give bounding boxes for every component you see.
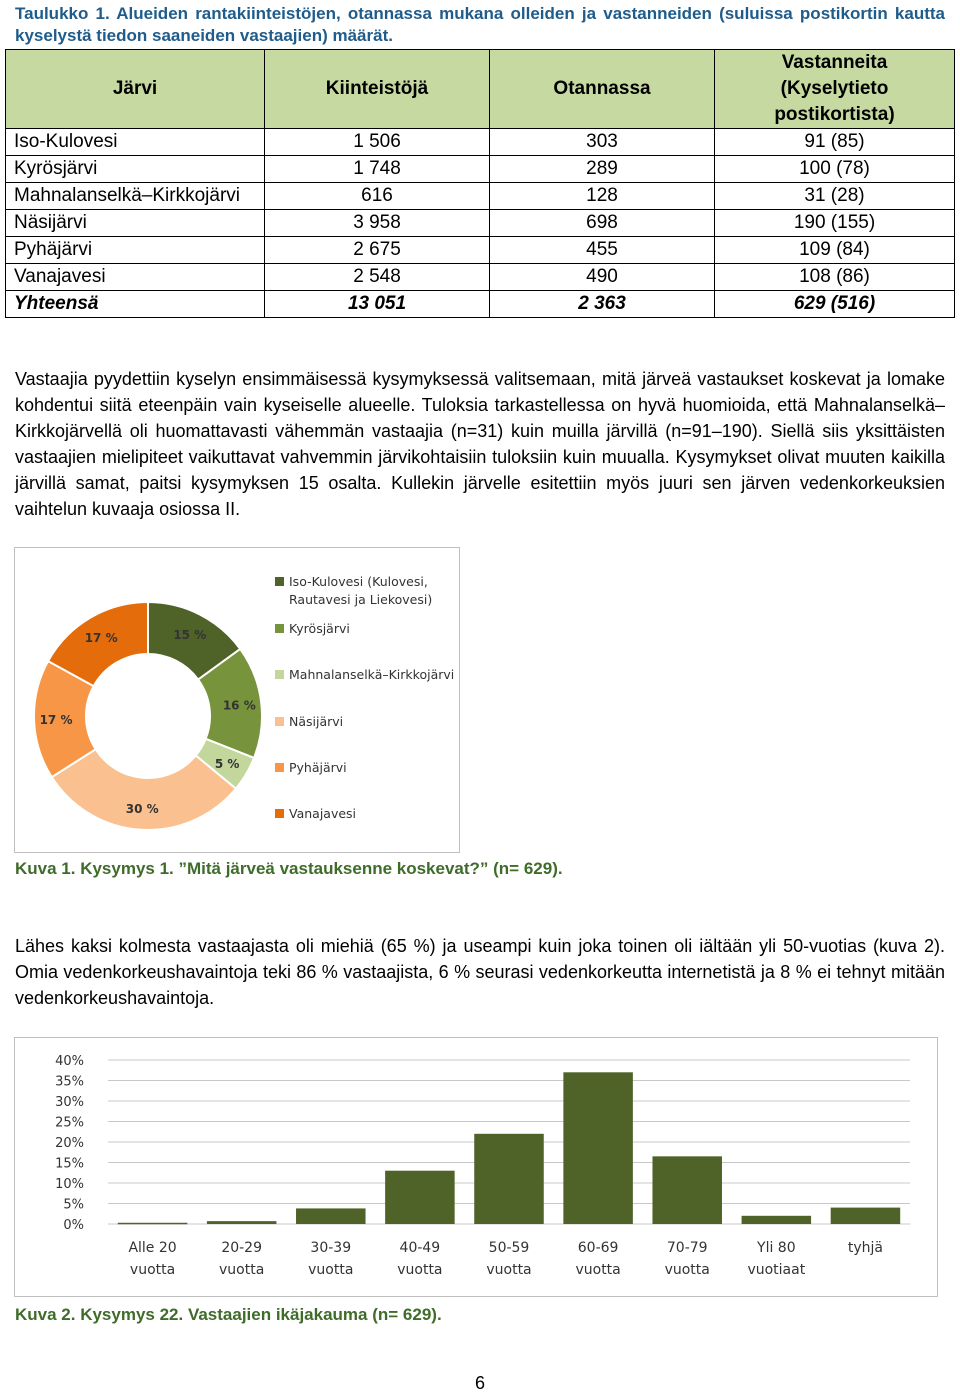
table-cell: 616 bbox=[265, 183, 490, 210]
pie-data-label: 17 % bbox=[39, 712, 73, 727]
legend-swatch bbox=[275, 624, 284, 633]
y-tick-label: 35% bbox=[55, 1074, 84, 1090]
bar bbox=[563, 1072, 633, 1224]
x-tick-label: 30-39 bbox=[310, 1240, 352, 1256]
x-tick-label: vuotta bbox=[308, 1262, 354, 1278]
legend-swatch bbox=[275, 717, 284, 726]
bar bbox=[742, 1216, 812, 1224]
legend-label: Rautavesi ja Liekovesi) bbox=[289, 592, 433, 607]
table-cell: 190 (155) bbox=[715, 210, 955, 237]
table-cell: Vanajavesi bbox=[6, 264, 265, 291]
x-tick-label: Alle 20 bbox=[128, 1240, 177, 1256]
table-cell: 100 (78) bbox=[715, 156, 955, 183]
y-tick-label: 40% bbox=[55, 1054, 84, 1069]
x-tick-label: 60-69 bbox=[577, 1240, 619, 1256]
legend-swatch bbox=[275, 763, 284, 772]
data-table bbox=[5, 49, 955, 318]
legend-label: Vanajavesi bbox=[289, 806, 357, 821]
bar bbox=[296, 1208, 366, 1224]
x-tick-label: vuotta bbox=[397, 1262, 443, 1278]
bar bbox=[831, 1208, 901, 1224]
y-tick-label: 5% bbox=[63, 1197, 84, 1213]
legend-label: Mahnalanselkä–Kirkkojärvi bbox=[289, 667, 455, 682]
table-caption: Taulukko 1. Alueiden rantakiinteistöjen, otannassa mukana olleiden ja vastanneiden (suluissa postikortin kautta kyselystä tiedon saaneiden vastaajien) määrät. bbox=[15, 4, 945, 45]
table-cell: Näsijärvi bbox=[6, 210, 265, 237]
table-body bbox=[6, 129, 955, 318]
y-tick-label: 15% bbox=[55, 1156, 84, 1172]
table-cell: 2 548 bbox=[265, 264, 490, 291]
legend-swatch bbox=[275, 809, 284, 818]
x-tick-label: 50-59 bbox=[488, 1240, 530, 1256]
table-cell: 91 (85) bbox=[715, 129, 955, 156]
table-cell: 128 bbox=[490, 183, 715, 210]
table-total-row bbox=[6, 291, 955, 318]
header-cell-text: Vastanneita (Kyselytieto postikortista) bbox=[774, 52, 895, 125]
table-cell: 303 bbox=[490, 129, 715, 156]
table-cell: 698 bbox=[490, 210, 715, 237]
bar bbox=[118, 1223, 188, 1225]
paragraph: Vastaajia pyydettiin kyselyn ensimmäisessä kysymyksessä valitsemaan, mitä järveä vastaukset koskevat ja lomake kohdentui siitä eteenpäin vain kyseiselle alueelle. Tuloksia tarkastellessa on hyvä huomioida, että Mahnalanselkä–Kirkkojärvellä oli huomattavasti vähemmän vastaajia (n=31) kuin muilla järvillä (n=91–190). Siellä siis yksittäisten vastaajien mielipiteet vaikuttavat vahvemmin järvikohtaisiin tuloksiin kuin muualla. Kysymykset olivat muuten kaikilla järvillä samat, paitsi kysymyksen 15 osalta. Kullekin järvelle esitettiin myös juuri sen järven vedenkorkeuksien vaihtelun kuvaaja osiossa II. bbox=[15, 369, 945, 519]
x-tick-label: vuotta bbox=[129, 1262, 176, 1278]
table-cell: 2 675 bbox=[265, 237, 490, 264]
x-tick-label: vuotta bbox=[486, 1262, 532, 1278]
table-row bbox=[6, 183, 955, 210]
table-cell: 289 bbox=[490, 156, 715, 183]
figure-caption: Kuva 1. Kysymys 1. ”Mitä järveä vastauksenne koskevat?” (n= 629). bbox=[15, 859, 563, 878]
donut-chart bbox=[14, 547, 460, 853]
table-cell: Iso-Kulovesi bbox=[6, 129, 265, 156]
table-cell: Yhteensä bbox=[6, 291, 265, 318]
table-cell: 490 bbox=[490, 264, 715, 291]
paragraph: Lähes kaksi kolmesta vastaajasta oli miehiä (65 %) ja useampi kuin joka toinen oli iältään yli 50-vuotias (kuva 2). Omia vedenkorkeushavaintoja teki 86 % vastaajista, 6 % seurasi vedenkorkeutta internetistä ja 8 % ei tehnyt mitään vedenkorkeushavaintoja. bbox=[15, 936, 945, 1008]
table-cell: 455 bbox=[490, 237, 715, 264]
table-cell: Mahnalanselkä–Kirkkojärvi bbox=[6, 183, 265, 210]
x-tick-label: vuotta bbox=[219, 1262, 265, 1278]
x-tick-label: 40-49 bbox=[399, 1240, 441, 1256]
table-cell: 2 363 bbox=[490, 291, 715, 318]
legend-label: Pyhäjärvi bbox=[289, 760, 347, 775]
bar-chart bbox=[14, 1037, 938, 1297]
table-cell: 3 958 bbox=[265, 210, 490, 237]
table-row bbox=[6, 264, 955, 291]
table-cell: 31 (28) bbox=[715, 183, 955, 210]
table-cell: 629 (516) bbox=[715, 291, 955, 318]
x-tick-label: 20-29 bbox=[221, 1240, 263, 1256]
table-row bbox=[6, 129, 955, 156]
bar bbox=[652, 1156, 722, 1224]
x-tick-label: vuotiaat bbox=[747, 1262, 806, 1278]
legend-swatch bbox=[275, 670, 284, 679]
table-cell: 1 506 bbox=[265, 129, 490, 156]
bar bbox=[207, 1221, 277, 1224]
pie-data-label: 5 % bbox=[214, 756, 240, 771]
pie-data-label: 17 % bbox=[84, 630, 118, 645]
bar bbox=[474, 1134, 544, 1224]
legend-label: Iso-Kulovesi (Kulovesi, bbox=[289, 574, 428, 589]
header-cell: Otannassa bbox=[490, 50, 715, 129]
pie-data-label: 15 % bbox=[173, 628, 207, 643]
x-tick-label: 70-79 bbox=[666, 1240, 708, 1256]
table-row bbox=[6, 237, 955, 264]
y-tick-label: 20% bbox=[55, 1136, 84, 1151]
x-tick-label: vuotta bbox=[664, 1262, 710, 1278]
x-tick-label: vuotta bbox=[575, 1262, 621, 1278]
y-tick-label: 0% bbox=[63, 1218, 84, 1233]
table-cell: 1 748 bbox=[265, 156, 490, 183]
page-number: 6 bbox=[474, 1373, 485, 1393]
donut-chart-svg bbox=[15, 548, 459, 852]
table-cell: 109 (84) bbox=[715, 237, 955, 264]
table-cell: 13 051 bbox=[265, 291, 490, 318]
table-row bbox=[6, 156, 955, 183]
table-header-row bbox=[6, 50, 955, 129]
bar-chart-svg bbox=[15, 1038, 937, 1296]
pie-data-label: 30 % bbox=[125, 801, 159, 816]
table-cell: 108 (86) bbox=[715, 264, 955, 291]
x-tick-label: Yli 80 bbox=[757, 1240, 796, 1256]
y-tick-label: 25% bbox=[55, 1115, 84, 1131]
legend-label: Kyrösjärvi bbox=[289, 621, 350, 636]
y-tick-label: 10% bbox=[55, 1177, 84, 1192]
table-cell: Pyhäjärvi bbox=[6, 237, 265, 264]
header-cell: Kiinteistöjä bbox=[265, 50, 490, 129]
bar bbox=[385, 1171, 455, 1224]
y-tick-label: 30% bbox=[55, 1095, 84, 1110]
legend-label: Näsijärvi bbox=[289, 714, 344, 729]
legend-swatch bbox=[275, 577, 284, 586]
header-cell bbox=[715, 50, 955, 129]
pie-data-label: 16 % bbox=[222, 698, 256, 713]
figure-caption: Kuva 2. Kysymys 22. Vastaajien ikäjakauma (n= 629). bbox=[15, 1305, 442, 1324]
table-row bbox=[6, 210, 955, 237]
x-tick-label: tyhjä bbox=[847, 1240, 884, 1256]
table-cell: Kyrösjärvi bbox=[6, 156, 265, 183]
header-cell: Järvi bbox=[6, 50, 265, 129]
